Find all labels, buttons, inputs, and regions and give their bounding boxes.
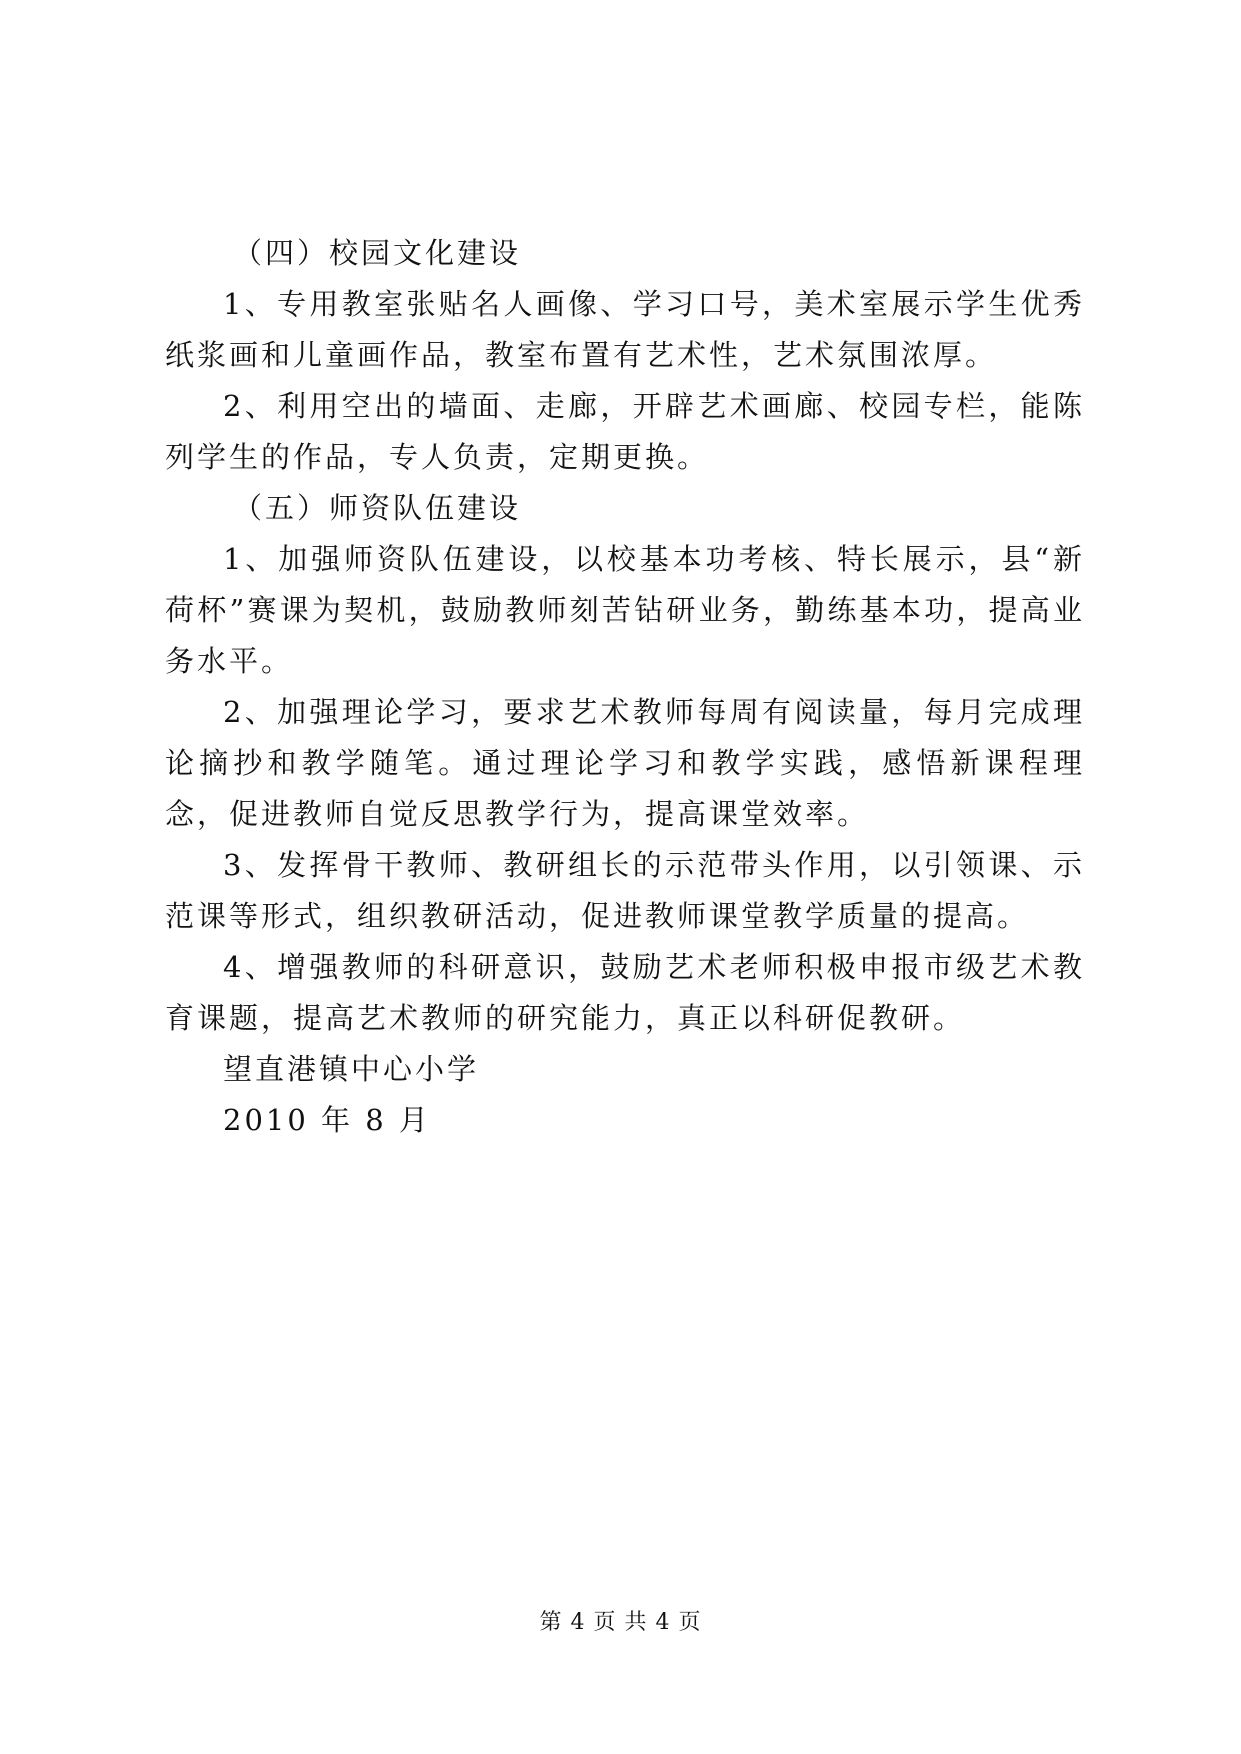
signature-date: 2010 年 8 月	[223, 1103, 431, 1137]
page-footer: 第 4 页 共 4 页	[539, 1610, 702, 1635]
signature-organization: 望直港镇中心小学	[223, 1052, 480, 1086]
section-four-item-1: 1、专用教室张贴名人画像、学习口号，美术室展示学生优秀纸浆画和儿童画作品，教室布置有艺术性，艺术氛围浓厚。	[165, 287, 1085, 372]
section-four-item-2: 2、利用空出的墙面、走廊，开辟艺术画廊、校园专栏，能陈列学生的作品，专人负责，定期更换。	[165, 389, 1085, 474]
section-five-item-3: 3、发挥骨干教师、教研组长的示范带头作用，以引领课、示范课等形式，组织教研活动，促进教师课堂教学质量的提高。	[165, 848, 1085, 933]
document-body	[165, 228, 1085, 1146]
section-five-heading: （五）师资队伍建设	[233, 491, 522, 525]
section-four-heading: （四）校园文化建设	[233, 236, 522, 270]
section-five-item-1: 1、加强师资队伍建设，以校基本功考核、特长展示，县“新荷杯”赛课为契机，鼓励教师刻苦钻研业务，勤练基本功，提高业务水平。	[165, 542, 1085, 678]
section-five-item-2: 2、加强理论学习，要求艺术教师每周有阅读量，每月完成理论摘抄和教学随笔。通过理论学习和教学实践，感悟新课程理念，促进教师自觉反思教学行为，提高课堂效率。	[165, 695, 1085, 831]
section-five-item-4: 4、增强教师的科研意识，鼓励艺术老师积极申报市级艺术教育课题，提高艺术教师的研究能力，真正以科研促教研。	[165, 950, 1085, 1035]
